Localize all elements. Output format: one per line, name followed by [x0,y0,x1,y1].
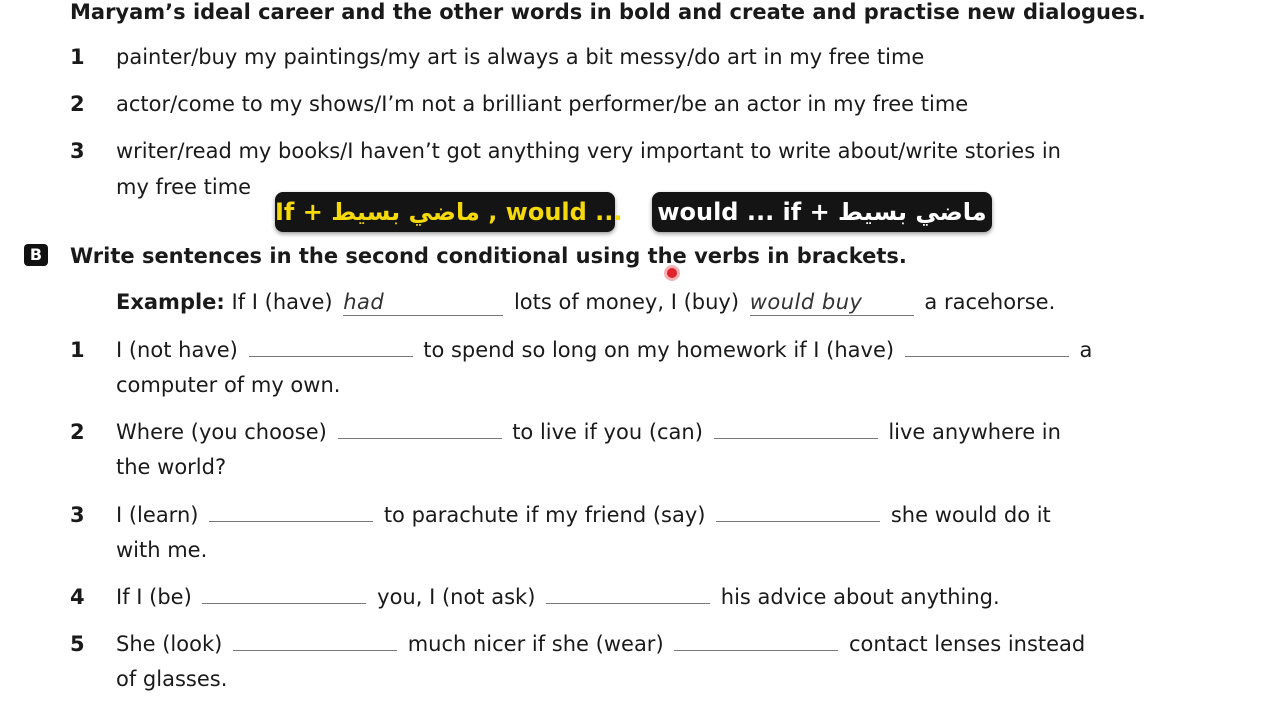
b-item-3-number: 3 [70,503,85,527]
b-item-3-blank-1[interactable] [209,503,373,522]
formula-pill-if-first [275,192,623,232]
b-item-4-part-a: If I (be) [116,585,192,609]
formula-pill-would-first [652,192,992,232]
b-item-2-line2: the world? [116,455,227,479]
b-item-2-part-a: Where (you choose) [116,420,327,444]
b-item-1-part-b: to spend so long on my homework if I (have) [423,338,895,362]
b-item-5-line2: of glasses. [116,667,228,691]
example-answer-2: would buy [750,290,914,316]
a-item-3-number: 3 [70,139,85,163]
b-item-3-line1 [116,503,1051,528]
a-item-3-text-line1: writer/read my books/I haven’t got anything very important to write about/write stories in [116,139,1061,163]
b-item-5-blank-1[interactable] [233,632,397,651]
b-item-3-part-b: to parachute if my friend (say) [383,503,706,527]
b-item-2-part-c: live anywhere in [888,420,1061,444]
formula-pill-would-first-text: would ... if + ماضي بسيط [657,198,987,226]
b-item-3-part-c: she would do it [890,503,1051,527]
example-part3: a racehorse. [924,290,1056,314]
b-item-1-number: 1 [70,338,85,362]
example-part1: If I (have) [231,290,333,314]
b-item-5-line1 [116,632,1085,657]
a-item-3-text-line2: my free time [116,175,252,199]
b-item-5-part-a: She (look) [116,632,223,656]
formula-pill-if-first-text: If + ماضي بسيط , would ... [275,198,623,226]
a-item-2-text: actor/come to my shows/I’m not a brilliant performer/be an actor in my free time [116,92,969,116]
b-item-1-blank-2[interactable] [905,338,1069,357]
b-item-1-part-c: a [1079,338,1093,362]
example-label: Example: [116,290,225,314]
section-b-instruction: Write sentences in the second conditional using the verbs in brackets. [70,244,907,268]
b-item-4-number: 4 [70,585,85,609]
a-item-2-number: 2 [70,92,85,116]
example-line [116,290,1055,316]
b-item-5-number: 5 [70,632,85,656]
b-item-3-blank-2[interactable] [716,503,880,522]
b-item-4-blank-2[interactable] [546,585,710,604]
b-item-3-part-a: I (learn) [116,503,199,527]
b-item-2-number: 2 [70,420,85,444]
b-item-1-line2: computer of my own. [116,373,341,397]
pointer-cursor-dot [667,268,677,278]
b-item-2-line1 [116,420,1061,445]
b-item-4-blank-1[interactable] [202,585,366,604]
a-item-1-text: painter/buy my paintings/my art is always a bit messy/do art in my free time [116,45,925,69]
b-item-1-line1 [116,338,1092,363]
intro-instruction: Maryam’s ideal career and the other words in bold and create and practise new dialogues. [70,0,1146,24]
b-item-3-line2: with me. [116,538,208,562]
b-item-1-part-a: I (not have) [116,338,238,362]
b-item-4-line1 [116,585,1000,610]
b-item-1-blank-1[interactable] [249,338,413,357]
b-item-4-part-c: his advice about anything. [720,585,1000,609]
b-item-2-blank-1[interactable] [338,420,502,439]
b-item-2-blank-2[interactable] [714,420,878,439]
b-item-4-part-b: you, I (not ask) [377,585,536,609]
b-item-5-part-c: contact lenses instead [849,632,1086,656]
section-b-badge: B [24,244,48,266]
b-item-5-blank-2[interactable] [674,632,838,651]
a-item-1-number: 1 [70,45,85,69]
b-item-2-part-b: to live if you (can) [512,420,703,444]
b-item-5-part-b: much nicer if she (wear) [407,632,664,656]
example-answer-1: had [343,290,503,316]
example-part2: lots of money, I (buy) [513,290,740,314]
